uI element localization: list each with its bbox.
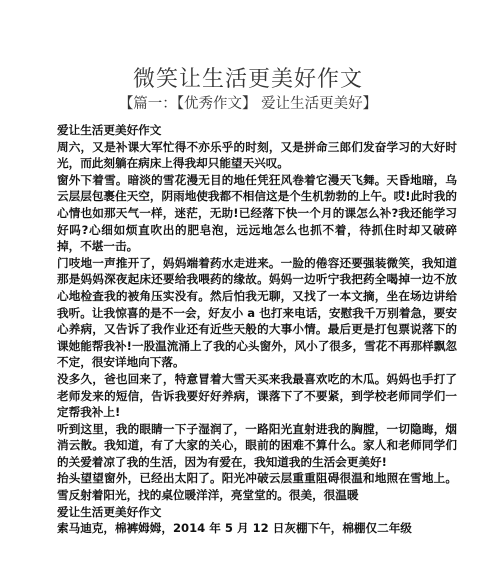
paragraph: 抬头望望窗外，已经出太阳了。阳光冲破云层重重阻碍很温和地照在雪地上。雪反射着阳光，找的桌位暖洋洋，亮堂堂的。很美，很温暖: [57, 471, 457, 503]
document-title: 微笑让生活更美好作文: [132, 67, 363, 92]
document-body: [57, 122, 457, 537]
paragraph: 窗外下着雪。暗淡的雪花漫无目的地任凭狂风卷着它漫天飞舞。天昏地暗，乌云层层包裹住天空，阴雨地使我都不相信这是个生机勃勃的上午。哎!此时我的心情也如那天气一样，迷茫，无助!已经落下快一个月的课怎么补?我还能学习好吗?心细如烦直吹出的肥皂泡，远远地怎么也抓不着，待抓住时却又破碎掉，不堪一击。: [57, 172, 457, 254]
paragraph: 周六，又是补课大军忙得不亦乐乎的时刻，又是拼命三郎们发奋学习的大好时光，而此刻躺在病床上得我却只能望天兴叹。: [57, 139, 457, 171]
paragraph: 听到这里，我的眼睛一下子湿润了，一路阳光直射进我的胸膛，一切隐晦，烟消云散。我知道，有了大家的关心，眼前的困难不算什么。家人和老师同学们的关爱着凉了我的生活，因为有爱在，我知道我的生活会更美好!: [57, 421, 457, 469]
document-subtitle: 【篇一：【优秀作文】 爱让生活更美好】: [118, 96, 378, 112]
paragraph: 没多久，爸也回来了，特意冒着大雪天买来我最喜欢吃的木瓜。妈妈也手打了老师发来的短信，告诉我要好好养病，课落下了不要紧，到学校老师同学们一定帮我补上!: [57, 371, 457, 420]
paragraph: 索马迪克，棉裤姆姆，2014 年 5 月 12 日灰棚下午，棉棚仅二年级: [57, 521, 412, 536]
paragraph: 门吱地一声推开了，妈妈端着药水走进来。一脸的倦容还要强装微笑，我知道那是妈妈深夜起床还要给我喂药的缘故。妈妈一边听宁我把药全喝掉一边不放心地检查我的被角压实没有。然后怕我无聊，又找了一本文摘，坐在场边讲给我听。让我惊喜的是不一会，好友小 a 也打来电话，安慰我千万别着急，要安心养病，又告诉了我作业还有近些天般的大事小情。最后更是打包票说落下的课她能帮我补!一股温流涌上了我的心头窗外，风小了很多，雪花不再那样飘忽不定，很安详地向下落。: [57, 255, 457, 370]
section-heading: 爱让生活更美好作文: [57, 123, 162, 137]
section-heading: 爱让生活更美好作文: [57, 504, 162, 519]
